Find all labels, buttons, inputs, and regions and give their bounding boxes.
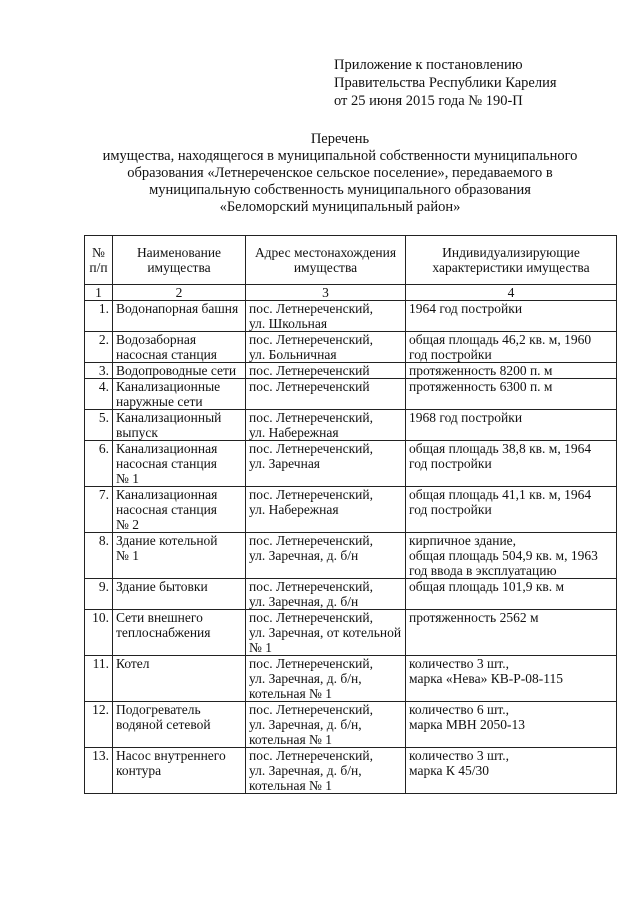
table-header-row (85, 236, 617, 285)
property-address: пос. Летнереченский, ул. Заречная, д. б/н (246, 533, 406, 579)
table-row (85, 441, 617, 487)
property-name: Котел (113, 656, 246, 702)
property-features: 1968 год постройки (406, 410, 617, 441)
property-address: пос. Летнереченский, ул. Заречная, д. б/н, котельная № 1 (246, 656, 406, 702)
table-row (85, 702, 617, 748)
document-title (60, 131, 620, 216)
table-row (85, 610, 617, 656)
table-row (85, 301, 617, 332)
property-features: протяженность 8200 п. м (406, 363, 617, 379)
property-features: количество 3 шт., марка К 45/30 (406, 748, 617, 794)
property-address: пос. Летнереченский, ул. Больничная (246, 332, 406, 363)
header-line-3: от 25 июня 2015 года № 190-П (334, 93, 523, 109)
table-row (85, 410, 617, 441)
header-num: № п/п (85, 236, 113, 285)
column-index-row (85, 285, 617, 301)
row-number: 7. (85, 487, 113, 533)
table-row (85, 487, 617, 533)
row-number: 13. (85, 748, 113, 794)
property-name: Канализационная насосная станция № 1 (113, 441, 246, 487)
property-features: общая площадь 41,1 кв. м, 1964 год постройки (406, 487, 617, 533)
property-features: количество 3 шт., марка «Нева» КВ-Р-08-115 (406, 656, 617, 702)
property-address: пос. Летнереченский, ул. Набережная (246, 487, 406, 533)
property-features: общая площадь 101,9 кв. м (406, 579, 617, 610)
property-features: протяженность 2562 м (406, 610, 617, 656)
title-line-1: Перечень (310, 131, 370, 147)
row-number: 1. (85, 301, 113, 332)
property-name: Здание котельной № 1 (113, 533, 246, 579)
property-name: Канализационная насосная станция № 2 (113, 487, 246, 533)
row-number: 6. (85, 441, 113, 487)
table-row (85, 332, 617, 363)
property-address: пос. Летнереченский, ул. Школьная (246, 301, 406, 332)
table-row (85, 379, 617, 410)
property-name: Насос внутреннего контура (113, 748, 246, 794)
property-address: пос. Летнереченский, ул. Заречная (246, 441, 406, 487)
property-features: 1964 год постройки (406, 301, 617, 332)
column-index: 2 (113, 285, 246, 301)
property-features: кирпичное здание, общая площадь 504,9 кв. м, 1963 год ввода в эксплуатацию (406, 533, 617, 579)
table-row (85, 579, 617, 610)
title-line-5: «Беломорский муниципальный район» (219, 199, 461, 215)
header-features: Индивидуализирующие характеристики имущества (406, 236, 617, 285)
table-row (85, 656, 617, 702)
header-name: Наименование имущества (113, 236, 246, 285)
property-address: пос. Летнереченский (246, 379, 406, 410)
row-number: 4. (85, 379, 113, 410)
property-name: Канализационный выпуск (113, 410, 246, 441)
property-name: Водонапорная башня (113, 301, 246, 332)
column-index: 3 (246, 285, 406, 301)
header-address: Адрес местонахождения имущества (246, 236, 406, 285)
property-address: пос. Летнереченский, ул. Заречная, д. б/н (246, 579, 406, 610)
row-number: 12. (85, 702, 113, 748)
column-index: 1 (85, 285, 113, 301)
property-address: пос. Летнереченский, ул. Заречная, от котельной № 1 (246, 610, 406, 656)
property-name: Здание бытовки (113, 579, 246, 610)
row-number: 10. (85, 610, 113, 656)
property-features: общая площадь 38,8 кв. м, 1964 год постройки (406, 441, 617, 487)
property-table (84, 235, 617, 794)
property-features: протяженность 6300 п. м (406, 379, 617, 410)
property-features: общая площадь 46,2 кв. м, 1960 год постройки (406, 332, 617, 363)
property-features: количество 6 шт., марка МВН 2050-13 (406, 702, 617, 748)
title-line-2: имущества, находящегося в муниципальной собственности муниципального (102, 148, 578, 164)
property-address: пос. Летнереченский, ул. Заречная, д. б/н, котельная № 1 (246, 702, 406, 748)
column-index: 4 (406, 285, 617, 301)
table-row (85, 533, 617, 579)
property-address: пос. Летнереченский (246, 363, 406, 379)
title-line-3: образования «Летнереченское сельское поселение», передаваемого в (127, 165, 553, 181)
document-header (334, 56, 557, 110)
property-name: Канализационные наружные сети (113, 379, 246, 410)
table-row (85, 363, 617, 379)
row-number: 8. (85, 533, 113, 579)
property-name: Сети внешнего теплоснабжения (113, 610, 246, 656)
header-line-2: Правительства Республики Карелия (334, 75, 557, 91)
row-number: 2. (85, 332, 113, 363)
header-line-1: Приложение к постановлению (334, 57, 523, 73)
title-line-4: муниципальную собственность муниципального образования (149, 182, 531, 198)
property-name: Подогреватель водяной сетевой (113, 702, 246, 748)
row-number: 11. (85, 656, 113, 702)
row-number: 3. (85, 363, 113, 379)
table-row (85, 748, 617, 794)
property-name: Водопроводные сети (113, 363, 246, 379)
property-address: пос. Летнереченский, ул. Заречная, д. б/н, котельная № 1 (246, 748, 406, 794)
property-name: Водозаборная насосная станция (113, 332, 246, 363)
row-number: 5. (85, 410, 113, 441)
row-number: 9. (85, 579, 113, 610)
property-address: пос. Летнереченский, ул. Набережная (246, 410, 406, 441)
